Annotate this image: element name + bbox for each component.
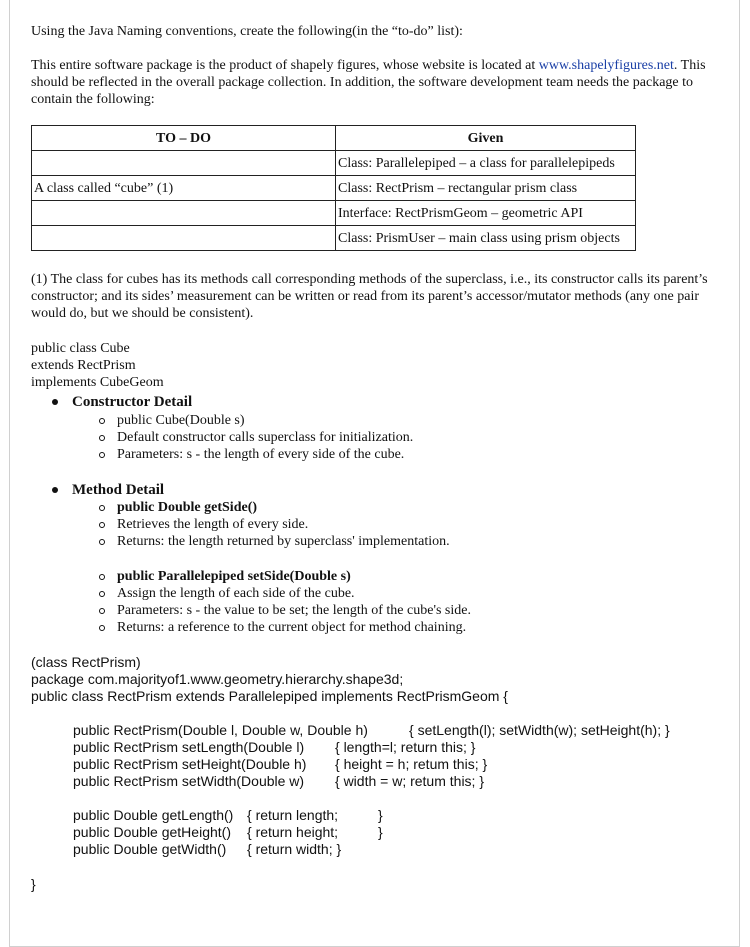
class-closing-brace: } (31, 876, 36, 892)
list-item: public Parallelepiped setSide(Double s) (97, 568, 471, 585)
todo-cell (32, 201, 336, 226)
list-item: public Cube(Double s) (97, 412, 413, 429)
table-row (32, 226, 636, 251)
given-cell: Class: PrismUser – main class using prism objects (336, 226, 636, 251)
method-detail-label: Method Detail (72, 482, 165, 498)
class-decl-line: extends RectPrism (31, 358, 136, 373)
list-item: public Double getSide() (97, 499, 450, 516)
table-header-row (32, 126, 636, 151)
method-detail-list-setside (97, 568, 471, 636)
method-signature: public Double getHeight() (73, 824, 231, 840)
closing-brace: } (378, 807, 383, 823)
given-cell: Class: Parallelepiped – a class for parallelepipeds (336, 151, 636, 176)
header-todo: TO – DO (32, 126, 336, 151)
description-paragraph (31, 57, 721, 108)
method-signature: public RectPrism setLength(Double l) (73, 739, 305, 755)
cube-class-declaration (31, 340, 164, 391)
class-line: public class RectPrism extends Parallelepiped implements RectPrismGeom { (31, 688, 508, 704)
header-given: Given (336, 126, 636, 151)
list-item: Returns: the length returned by superclass' implementation. (97, 533, 450, 550)
method-signature: public RectPrism setHeight(Double h) (73, 756, 307, 772)
description-text-end: . This should be reflected in the overall package collection. In addition, the software development team needs the package to contain the following: (31, 58, 706, 107)
method-body: { height = h; retum this; } (335, 756, 488, 772)
method-detail-heading (52, 481, 164, 499)
class-decl-line: public class Cube (31, 341, 130, 356)
table-row (32, 176, 636, 201)
table-row (32, 201, 636, 226)
list-item: Parameters: s - the length of every side of the cube. (97, 446, 413, 463)
rectprism-header (31, 654, 508, 705)
method-body: { length=l; return this; } (335, 739, 476, 755)
intro-text: Using the Java Naming conventions, create the following(in the “to-do” list): (31, 24, 463, 39)
closing-brace: } (378, 824, 383, 840)
method-detail-list-getside (97, 499, 450, 550)
list-item: Default constructor calls superclass for initialization. (97, 429, 413, 446)
table-row (32, 151, 636, 176)
given-cell: Interface: RectPrismGeom – geometric API (336, 201, 636, 226)
method-signature: public RectPrism(Double l, Double w, Double h) (73, 722, 368, 738)
class-decl-line: implements CubeGeom (31, 375, 164, 390)
method-body: { return width; } (247, 841, 342, 857)
rectprism-label: (class RectPrism) (31, 654, 141, 670)
constructor-detail-heading (52, 393, 192, 411)
list-item: Parameters: s - the value to be set; the length of the cube's side. (97, 602, 471, 619)
package-line: package com.majorityof1.www.geometry.hierarchy.shape3d; (31, 671, 404, 687)
method-body: { return height; (247, 824, 339, 840)
todo-table (31, 125, 636, 251)
method-signature: public Double getWidth() (73, 841, 227, 857)
todo-cell (32, 151, 336, 176)
list-item: Returns: a reference to the current object for method chaining. (97, 619, 471, 636)
footnote-paragraph: (1) The class for cubes has its methods call corresponding methods of the superclass, i.e., its constructor calls its parent’s constructor; and its sides’ measurement can be written or read from its parent’s accessor/mutator methods (any one pair would do, but we should be consistent). (31, 272, 708, 321)
bullet-icon (52, 487, 58, 493)
list-item: Retrieves the length of every side. (97, 516, 450, 533)
constructor-detail-list (97, 412, 413, 463)
method-body: { width = w; retum this; } (335, 773, 485, 789)
method-signature: public Double getLength() (73, 807, 234, 823)
page-border-left (9, 0, 10, 947)
list-item: Assign the length of each side of the cube. (97, 585, 471, 602)
description-text-start: This entire software package is the product of shapely figures, whose website is located at (31, 58, 539, 73)
todo-cell (32, 226, 336, 251)
page-border-right (739, 0, 740, 947)
method-signature: public RectPrism setWidth(Double w) (73, 773, 305, 789)
constructor-detail-label: Constructor Detail (72, 394, 193, 410)
todo-cell: A class called “cube” (1) (32, 176, 336, 201)
bullet-icon (52, 399, 58, 405)
given-cell: Class: RectPrism – rectangular prism class (336, 176, 636, 201)
method-body: { return length; (247, 807, 339, 823)
method-body: { setLength(l); setWidth(w); setHeight(h); } (409, 722, 670, 738)
website-link[interactable]: www.shapelyfigures.net (538, 58, 674, 73)
